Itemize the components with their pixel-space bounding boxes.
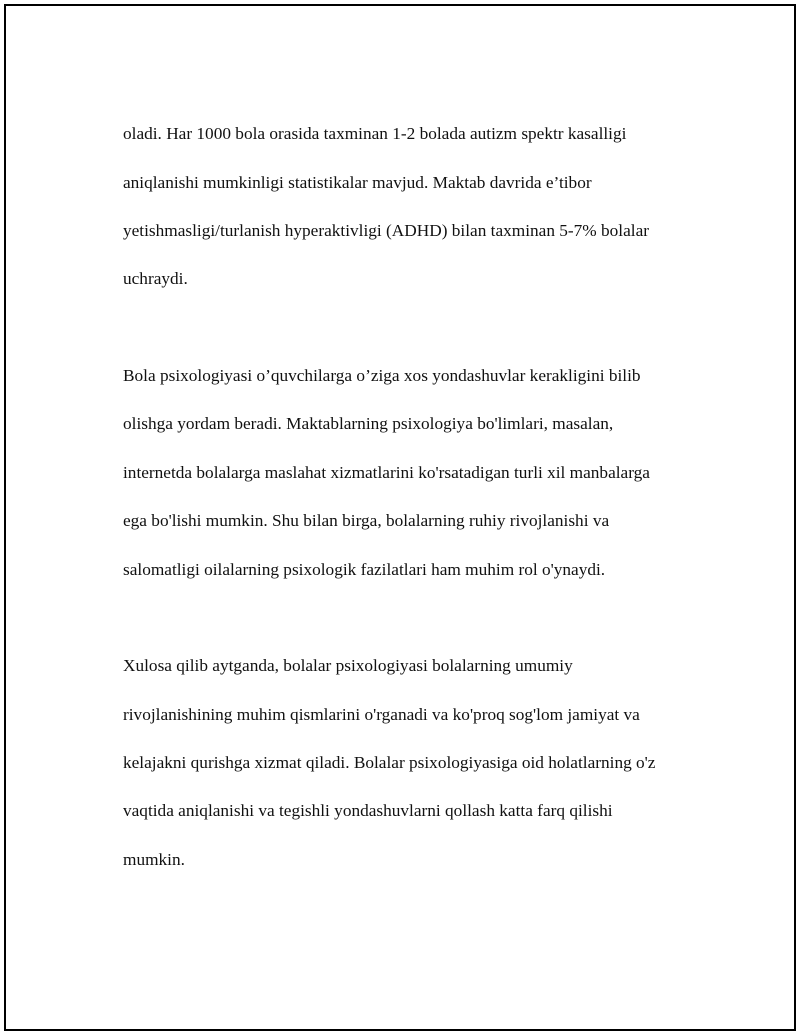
paragraph-3: [123, 630, 703, 896]
document-body: [123, 98, 703, 920]
paragraph-line: salomatligi oilalarning psixologik fazilatlari ham muhim rol o'ynaydi.: [123, 559, 606, 579]
page-frame: [4, 4, 796, 1031]
paragraph-line: oladi. Har 1000 bola orasida taxminan 1-2 bolada autizm spektr kasalligi: [123, 124, 627, 144]
paragraph-line: aniqlanishi mumkinligi statistikalar mavjud. Maktab davrida e’tibor: [123, 172, 592, 192]
paragraph-line: rivojlanishining muhim qismlarini o'rganadi va ko'proq sog'lom jamiyat va: [123, 704, 640, 724]
paragraph-line: vaqtida aniqlanishi va tegishli yondashuvlarni qollash katta farq qilishi: [123, 801, 613, 821]
paragraph-line: Bola psixologiyasi o’quvchilarga o’ziga xos yondashuvlar kerakligini bilib: [123, 366, 641, 386]
paragraph-line: internetda bolalarga maslahat xizmatlarini ko'rsatadigan turli xil manbalarga: [123, 462, 650, 482]
paragraph-line: Xulosa qilib aytganda, bolalar psixologiyasi bolalarning umumiy: [123, 656, 573, 676]
paragraph-1: [123, 98, 703, 316]
paragraph-line: kelajakni qurishga xizmat qiladi. Bolalar psixologiyasiga oid holatlarning o'z: [123, 753, 656, 773]
paragraph-line: mumkin.: [123, 849, 185, 869]
paragraph-line: yetishmasligi/turlanish hyperaktivligi (ADHD) bilan taxminan 5-7% bolalar: [123, 221, 650, 241]
paragraph-line: uchraydi.: [123, 269, 188, 289]
paragraph-line: ega bo'lishi mumkin. Shu bilan birga, bolalarning ruhiy rivojlanishi va: [123, 511, 610, 531]
paragraph-line: olishga yordam beradi. Maktablarning psixologiya bo'limlari, masalan,: [123, 414, 614, 434]
paragraph-2: [123, 340, 703, 606]
